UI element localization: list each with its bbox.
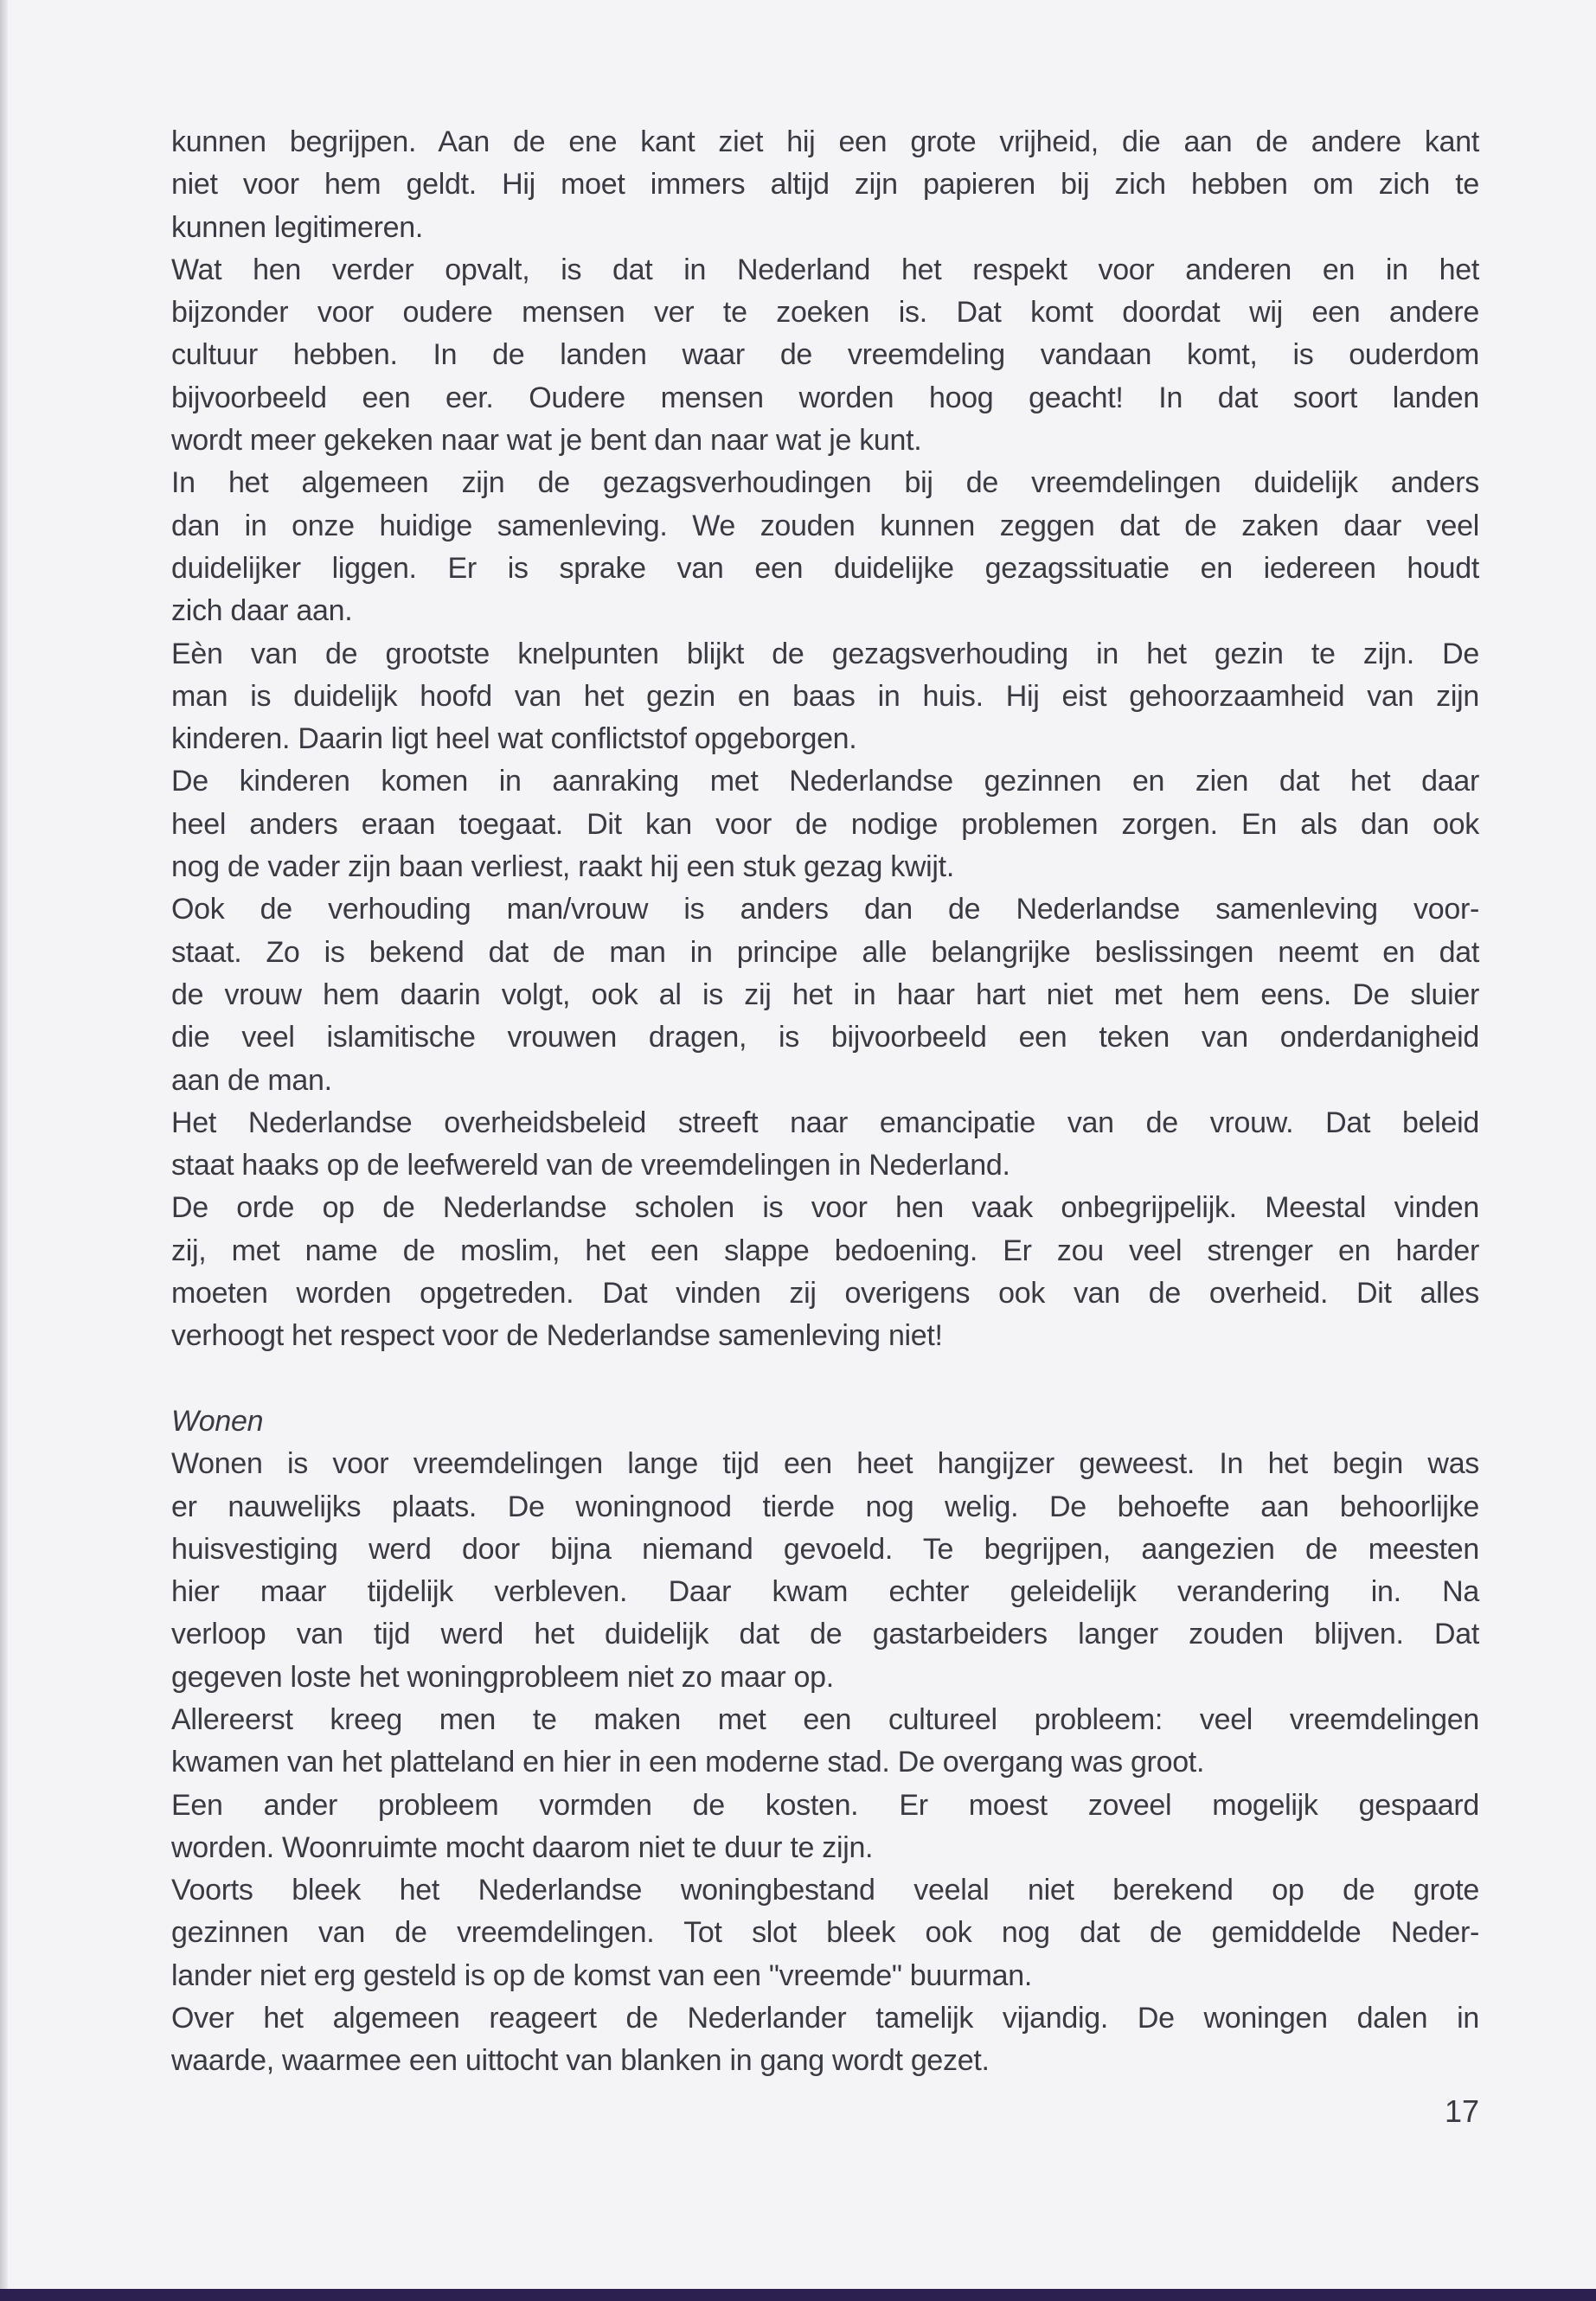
text-line: kunnen begrijpen. Aan de ene kant ziet hij een grote vrijheid, die aan de andere kant <box>171 125 1479 158</box>
paragraph <box>171 888 1479 1101</box>
paragraph <box>171 249 1479 462</box>
text-line: duidelijker liggen. Er is sprake van een duidelijke gezagssituatie en iedereen houdt <box>171 551 1479 585</box>
paragraph <box>171 1443 1479 1699</box>
text-line: die veel islamitische vrouwen dragen, is bijvoorbeeld een teken van onderdanigheid <box>171 1021 1479 1054</box>
paragraph <box>171 760 1479 888</box>
text-line: bijvoorbeeld een eer. Oudere mensen worden hoog geacht! In dat soort landen <box>171 381 1479 414</box>
paragraph <box>171 1187 1479 1357</box>
text-line: moeten worden opgetreden. Dat vinden zij overigens ook van de overheid. Dit alles <box>171 1277 1479 1311</box>
text-line: gezinnen van de vreemdelingen. Tot slot bleek ook nog dat de gemiddelde Neder- <box>171 1916 1479 1950</box>
text-line: De kinderen komen in aanraking met Nederlandse gezinnen en zien dat het daar <box>171 765 1479 798</box>
text-line: waarde, waarmee een uittocht van blanken in gang wordt gezet. <box>171 2044 990 2078</box>
text-line: heel anders eraan toegaat. Dit kan voor de nodige problemen zorgen. En als dan ook <box>171 807 1479 841</box>
text-line: Over het algemeen reageert de Nederlander tamelijk vijandig. De woningen dalen in <box>171 2002 1479 2035</box>
text-line: Ook de verhouding man/vrouw is anders dan de Nederlandse samenleving voor- <box>171 893 1479 926</box>
paragraph <box>171 121 1479 249</box>
page-edge-shadow <box>0 0 8 2301</box>
page-number: 17 <box>1444 2093 1479 2129</box>
paragraph <box>171 1785 1479 1870</box>
text-line: Wonen is voor vreemdelingen lange tijd een heet hangijzer geweest. In het begin was <box>171 1447 1479 1481</box>
text-line: dan in onze huidige samenleving. We zouden kunnen zeggen dat de zaken daar veel <box>171 509 1479 542</box>
text-line: hier maar tijdelijk verbleven. Daar kwam echter geleidelijk verandering in. Na <box>171 1575 1479 1609</box>
text-line: lander niet erg gesteld is op de komst van een "vreemde" buurman. <box>171 1958 1032 1992</box>
text-line: worden. Woonruimte mocht daarom niet te duur te zijn. <box>171 1830 874 1864</box>
text-line: Voorts bleek het Nederlandse woningbestand veelal niet berekend op de grote <box>171 1874 1479 1907</box>
text-line: cultuur hebben. In de landen waar de vreemdeling vandaan komt, is ouderdom <box>171 338 1479 372</box>
text-line: kunnen legitimeren. <box>171 210 424 244</box>
scan-bottom-edge <box>0 2289 1596 2301</box>
wonen-paragraphs <box>171 1443 1479 2082</box>
text-line: kwamen van het platteland en hier in een moderne stad. De overgang was groot. <box>171 1746 1205 1779</box>
text-line: kinderen. Daarin ligt heel wat conflictstof opgeborgen. <box>171 722 857 756</box>
text-line: er nauwelijks plaats. De woningnood tierde nog welig. De behoefte aan behoorlijke <box>171 1490 1479 1523</box>
text-line: verloop van tijd werd het duidelijk dat de gastarbeiders langer zouden blijven. Dat <box>171 1618 1479 1651</box>
text-line: bijzonder voor oudere mensen ver te zoeken is. Dat komt doordat wij een andere <box>171 296 1479 330</box>
paragraph <box>171 1997 1479 2083</box>
text-line: huisvestiging werd door bijna niemand gevoeld. Te begrijpen, aangezien de meesten <box>171 1532 1479 1566</box>
body-text <box>171 121 1479 2083</box>
text-line: zich daar aan. <box>171 594 353 628</box>
section-heading-wonen: Wonen <box>171 1404 264 1438</box>
text-line: wordt meer gekeken naar wat je bent dan naar wat je kunt. <box>171 424 922 458</box>
blank-line <box>171 1358 1479 1400</box>
text-line: man is duidelijk hoofd van het gezin en baas in huis. Hij eist gehoorzaamheid van zijn <box>171 679 1479 713</box>
paragraph <box>171 633 1479 761</box>
text-line: de vrouw hem daarin volgt, ook al is zij het in haar hart niet met hem eens. De sluier <box>171 977 1479 1011</box>
paragraph <box>171 1869 1479 1997</box>
text-line: Wat hen verder opvalt, is dat in Nederland het respekt voor anderen en in het <box>171 253 1479 286</box>
text-line: niet voor hem geldt. Hij moet immers altijd zijn papieren bij zich hebben om zich te <box>171 168 1479 202</box>
text-line: zij, met name de moslim, het een slappe bedoening. Er zou veel strenger en harder <box>171 1234 1479 1267</box>
text-line: staat haaks op de leefwereld van de vreemdelingen in Nederland. <box>171 1149 1010 1183</box>
text-line: gegeven loste het woningprobleem niet zo maar op. <box>171 1660 834 1694</box>
text-line: aan de man. <box>171 1063 332 1097</box>
text-line: Een ander probleem vormden de kosten. Er moest zoveel mogelijk gespaard <box>171 1788 1479 1822</box>
intro-paragraphs <box>171 121 1479 1358</box>
text-line: staat. Zo is bekend dat de man in principe alle belangrijke beslissingen neemt en dat <box>171 935 1479 969</box>
text-line: Allereerst kreeg men te maken met een cultureel probleem: veel vreemdelingen <box>171 1702 1479 1736</box>
text-line: In het algemeen zijn de gezagsverhoudingen bij de vreemdelingen duidelijk anders <box>171 466 1479 500</box>
paragraph <box>171 1699 1479 1785</box>
text-line: verhoogt het respect voor de Nederlandse samenleving niet! <box>171 1319 943 1353</box>
text-line: De orde op de Nederlandse scholen is voor hen vaak onbegrijpelijk. Meestal vinden <box>171 1191 1479 1225</box>
text-line: Het Nederlandse overheidsbeleid streeft naar emancipatie van de vrouw. Dat beleid <box>171 1106 1479 1139</box>
paragraph <box>171 462 1479 632</box>
text-line: nog de vader zijn baan verliest, raakt hij een stuk gezag kwijt. <box>171 850 954 884</box>
text-line: Eèn van de grootste knelpunten blijkt de gezagsverhouding in het gezin te zijn. De <box>171 637 1479 670</box>
paragraph <box>171 1102 1479 1188</box>
